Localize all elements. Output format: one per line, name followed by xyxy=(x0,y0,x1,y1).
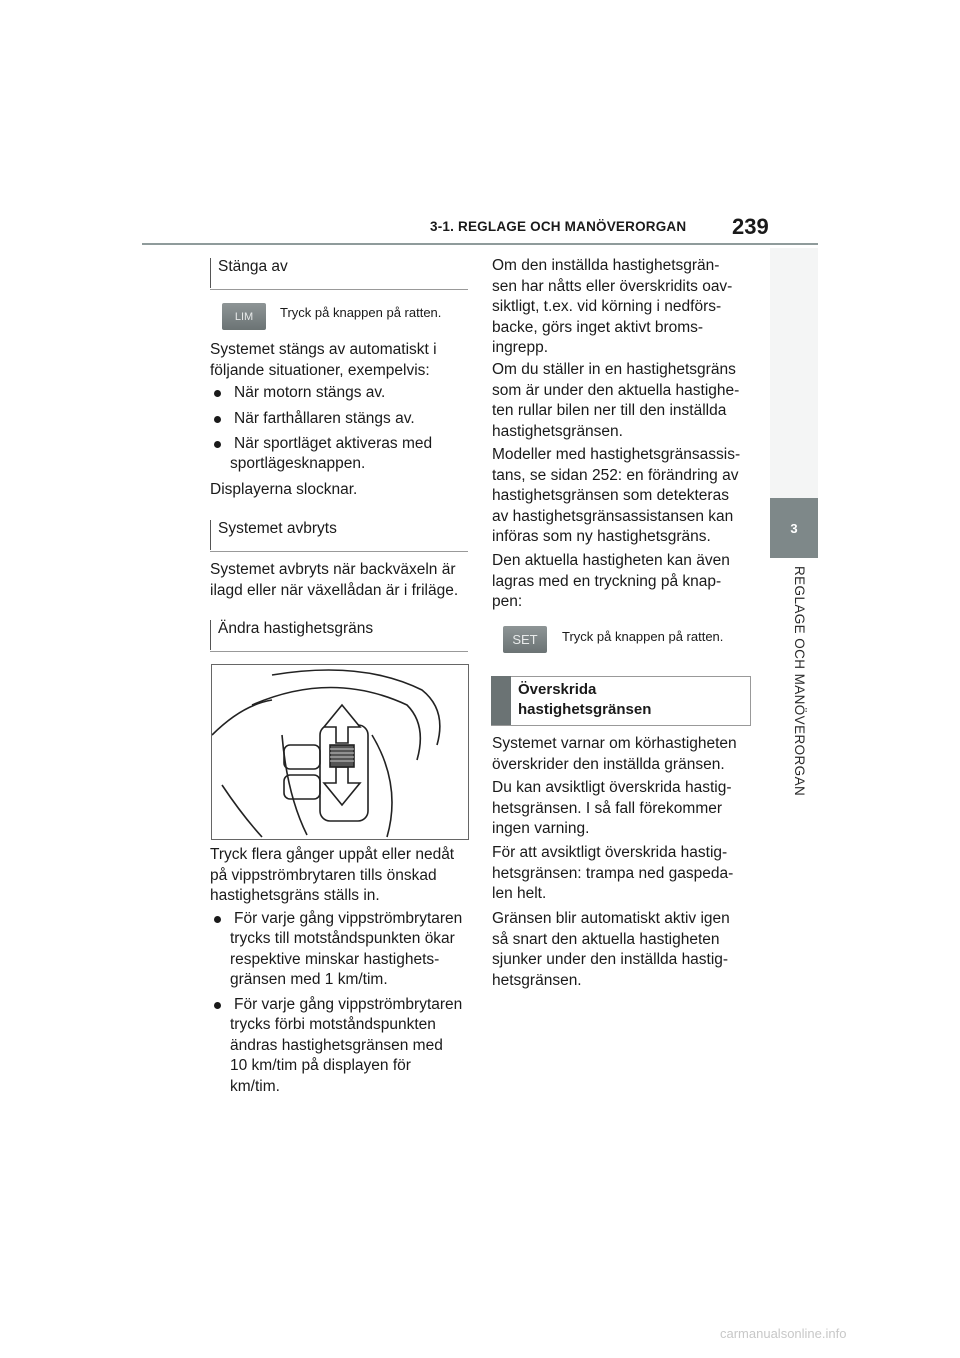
warning-title: Överskrida hastighetsgränsen xyxy=(518,681,652,718)
lim-button-caption: Tryck på knappen på ratten. xyxy=(280,305,442,320)
steering-wheel-switch-figure xyxy=(211,664,469,840)
lim-button-icon: LIM xyxy=(222,303,266,330)
heading-andra xyxy=(210,620,468,652)
andra-body: Tryck flera gånger uppåt eller nedåt på vippströmbrytaren tills önskad hastighetsgräns ställs in. xyxy=(210,846,455,904)
list-item-continuation: trycks förbi motståndspunkten ändras hastighetsgränsen med 10 km/tim på displayen för km/tim. xyxy=(230,1016,443,1095)
heading-text: Stänga av xyxy=(218,258,288,275)
page-number: 239 xyxy=(732,214,769,239)
auto-off-intro: Systemet stängs av automatiskt i följande situationer, exempelvis: xyxy=(210,341,437,379)
displays-text: Displayerna slocknar. xyxy=(210,481,358,498)
paragraph: Systemet varnar om körhastigheten överskrider den inställda gränsen. xyxy=(492,735,737,773)
paragraph: Du kan avsiktligt överskrida hastig- hetsgränsen. I så fall förekommer ingen varning. xyxy=(492,779,732,837)
list-item-continuation: sportlägesknappen. xyxy=(230,455,366,472)
paragraph: Gränsen blir automatiskt aktiv igen så snart den aktuella hastigheten sjunker under den inställda hastig- hetsgränsen. xyxy=(492,910,730,989)
chapter-tab[interactable] xyxy=(770,498,818,558)
paragraph: Om du ställer in en hastighetsgräns som är under den aktuella hastighe- ten rullar bilen ner till den inställda hastighetsgränsen. xyxy=(492,361,740,440)
paragraph: Om den inställda hastighetsgrän- sen har nåtts eller överskridits oav- siktligt, t.ex. vid körning i nedförs- backe, görs inget aktivt broms- ingrepp. xyxy=(492,257,733,356)
paragraph: Modeller med hastighetsgränsassis- tans, se sidan 252: en förändring av hastighetsgränsen som detekteras av hastighetsgränsassistansen kan införas som ny hastighetsgräns. xyxy=(492,446,741,545)
chapter-number: 3 xyxy=(790,520,798,536)
header-rule xyxy=(142,243,818,245)
paragraph: Den aktuella hastigheten kan även lagras med en tryckning på knap- pen: xyxy=(492,552,730,610)
heading-avbryts xyxy=(210,520,468,552)
set-button-icon: SET xyxy=(503,626,547,653)
paragraph: För att avsiktligt överskrida hastig- hetsgränsen: trampa ned gaspeda- len helt. xyxy=(492,844,734,902)
heading-text: Systemet avbryts xyxy=(218,520,337,537)
side-tab-background xyxy=(770,248,818,498)
avbryts-body: Systemet avbryts när backväxeln är ilagd eller när växellådan är i friläge. xyxy=(210,561,459,599)
chapter-title: REGLAGE OCH MANÖVERORGAN xyxy=(792,566,807,797)
list-item-continuation: trycks till motståndspunkten ökar respektive minskar hastighets- gränsen med 1 km/tim. xyxy=(230,930,455,988)
watermark: carmanualsonline.info xyxy=(720,1326,847,1341)
warning-side-bar xyxy=(491,676,511,725)
section-title: 3-1. REGLAGE OCH MANÖVERORGAN xyxy=(430,219,687,234)
heading-stanga-av xyxy=(210,258,468,290)
set-button-caption: Tryck på knappen på ratten. xyxy=(562,629,724,644)
steering-wheel-illustration xyxy=(212,665,468,839)
heading-text: Ändra hastighetsgräns xyxy=(218,620,374,637)
